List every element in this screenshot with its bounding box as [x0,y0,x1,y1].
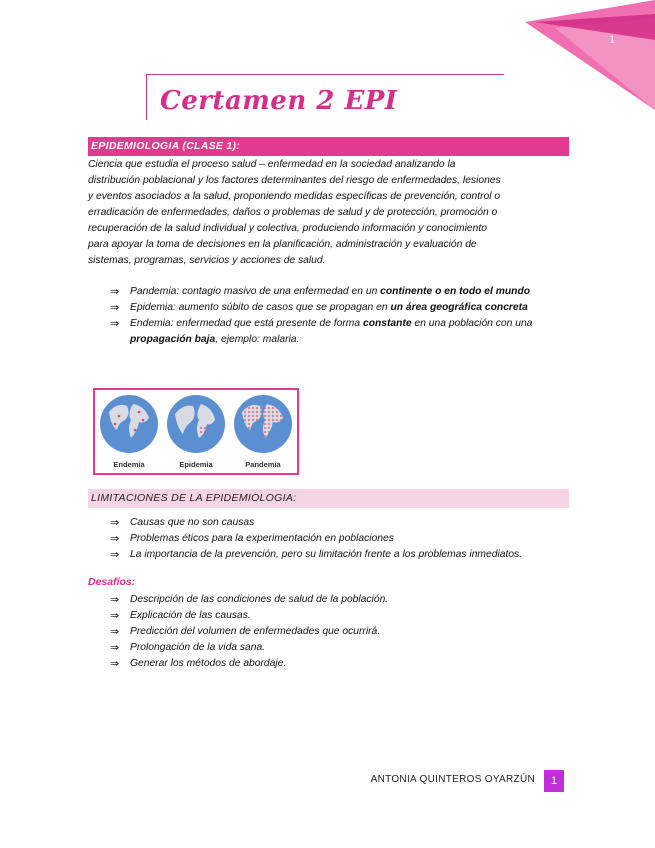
corner-decoration [515,0,655,110]
definition-line: y eventos asociados a la salud, proponiendo medidas específicas de prevención, control o [88,191,501,202]
list-item: ⇒ Prolongación de la vida sana. [110,642,266,654]
definition-line: Ciencia que estudia el proceso salud – enfermedad en la sociedad analizando la [88,159,456,170]
list-item: ⇒ Pandemia: contagio masivo de una enfermedad en un continente o en todo el mundo [110,286,531,298]
figure-label-pandemia: Pandemia [245,460,281,469]
globe-icon [100,395,158,453]
desafios-label: Desafíos: [88,576,136,588]
list-item: ⇒ Predicción del volumen de enfermedades que ocurrirá. [110,626,381,638]
section-heading-limitaciones [88,489,569,508]
list-item: ⇒ La importancia de la prevención, pero su limitación frente a los problemas inmediatos. [110,549,523,561]
figure-label-endemia: Endemia [113,460,145,469]
arrow-icon: ⇒ [110,533,120,545]
arrow-icon: ⇒ [110,626,120,638]
footer-author: ANTONIA QUINTEROS OYARZÚN [370,774,535,785]
list-item: ⇒ Endemia: enfermedad que está presente de forma constante en una población con una propagación baja, ejemplo: malaria. [110,318,533,345]
arrow-icon: ⇒ [110,286,120,298]
definition-line: erradicación de enfermedades, daños o problemas de salud y de protección, promoción o [88,207,498,218]
section-heading-text: EPIDEMIOLOGIA (CLASE 1): [91,140,241,152]
section-heading-text: LIMITACIONES DE LA EPIDEMIOLOGIA: [91,492,297,504]
header-page-number: 1 [609,32,615,46]
figure-label-epidemia: Epidemia [179,460,213,469]
list-item: ⇒ Explicación de las causas. [110,610,251,622]
arrow-icon: ⇒ [110,302,120,314]
globe-icon [234,395,292,453]
footer-page-number: 1 [544,770,564,792]
definition-line: para apoyar la toma de decisiones en la planificación, administración y evaluación de [88,239,477,250]
list-item: ⇒ Problemas éticos para la experimentación en poblaciones [110,533,394,545]
globe-icon [167,395,225,453]
definition-line: recuperación de la salud individual y colectiva, produciendo información y conocimiento [88,223,487,234]
globes-illustration [95,390,297,473]
section-heading-epidemiologia [88,137,569,156]
arrow-icon: ⇒ [110,658,120,670]
title-vrule [146,74,147,120]
list-item: ⇒ Descripción de las condiciones de salud de la población. [110,594,389,606]
definition-paragraph [88,157,568,269]
globes-figure [93,388,299,475]
arrow-icon: ⇒ [110,318,120,330]
arrow-icon: ⇒ [110,594,120,606]
arrow-icon: ⇒ [110,610,120,622]
arrow-icon: ⇒ [110,517,120,529]
page-title: Certamen 2 EPI [160,86,398,116]
definition-line: sistemas, programas, servicios y acciones de salud. [88,255,326,266]
list-item: ⇒ Causas que no son causas [110,517,255,529]
arrow-icon: ⇒ [110,642,120,654]
limitations-list [110,515,540,563]
list-item: ⇒ Epidemia: aumento súbito de casos que se propagan en un área geográfica concreta [110,302,528,314]
definition-line: distribución poblacional y los factores determinantes del riesgo de enfermedades, lesiones [88,175,501,186]
arrow-icon: ⇒ [110,549,120,561]
list-item: ⇒ Generar los métodos de abordaje. [110,658,287,670]
definitions-list [110,284,562,348]
title-rule [146,74,504,75]
desafios-list [110,592,540,672]
